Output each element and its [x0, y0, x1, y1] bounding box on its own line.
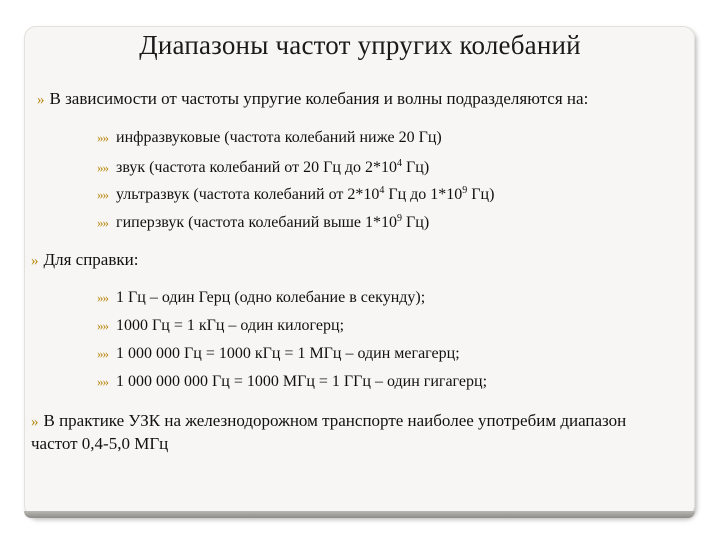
range-ultrasound-unit: Гц) [467, 186, 495, 203]
practice-paragraph [31, 410, 681, 455]
exponent: 4 [397, 158, 403, 169]
reference-item [97, 372, 487, 392]
bullet-marker: »» [97, 130, 108, 145]
range-sound-text: звук (частота колебаний от 20 Гц до 2*10 [116, 159, 398, 176]
reference-item [97, 288, 425, 308]
practice-text-2: частот 0,4-5,0 МГц [31, 434, 169, 453]
bullet-marker: »» [97, 160, 108, 175]
reference-item-text: 1 Гц – один Герц (одно колебание в секунду); [116, 289, 426, 306]
bullet-marker: »» [97, 346, 108, 361]
range-infrasound-text: инфразвуковые (частота колебаний ниже 20 Гц) [116, 129, 442, 146]
bullet-marker: » [31, 253, 39, 269]
bullet-marker: »» [97, 187, 108, 202]
exponent: 9 [462, 185, 468, 196]
exponent: 9 [397, 213, 403, 224]
practice-line-2 [31, 433, 681, 455]
range-hypersound-text: гиперзвук (частота колебаний выше 1*10 [116, 214, 398, 231]
bullet-marker: » [31, 414, 39, 430]
range-ultrasound-mid: Гц до 1*10 [384, 186, 463, 203]
bullet-marker: » [37, 92, 45, 108]
reference-item-text: 1 000 000 Гц = 1000 кГц = 1 МГц – один мегагерц; [116, 345, 460, 362]
reference-item [97, 344, 460, 364]
bullet-marker: »» [97, 374, 108, 389]
range-ultrasound [97, 185, 494, 205]
bullet-marker: »» [97, 318, 108, 333]
slide-title: Диапазоны частот упругих колебаний [139, 30, 581, 60]
range-hypersound [97, 213, 429, 233]
exponent: 4 [379, 185, 385, 196]
range-infrasound [97, 128, 442, 148]
slide-bottom-bar [24, 511, 695, 518]
range-sound-unit: Гц) [402, 159, 430, 176]
intro-paragraph [37, 88, 588, 111]
reference-heading [31, 249, 138, 272]
reference-heading-text: Для справки: [43, 250, 139, 269]
practice-line-1 [31, 410, 681, 433]
reference-item [97, 316, 344, 336]
reference-item-text: 1000 Гц = 1 кГц – один килогерц; [116, 317, 345, 334]
reference-item-text: 1 000 000 000 Гц = 1000 МГц = 1 ГГц – один гигагерц; [116, 373, 488, 390]
range-sound [97, 158, 429, 178]
range-hypersound-unit: Гц) [402, 214, 430, 231]
range-ultrasound-text: ультразвук (частота колебаний от 2*10 [116, 186, 380, 203]
bullet-marker: »» [97, 215, 108, 230]
practice-text-1: В практике УЗК на железнодорожном транспорте наиболее употребим диапазон [43, 411, 627, 430]
bullet-marker: »» [97, 290, 108, 305]
intro-text: В зависимости от частоты упругие колебания и волны подразделяются на: [49, 89, 589, 108]
